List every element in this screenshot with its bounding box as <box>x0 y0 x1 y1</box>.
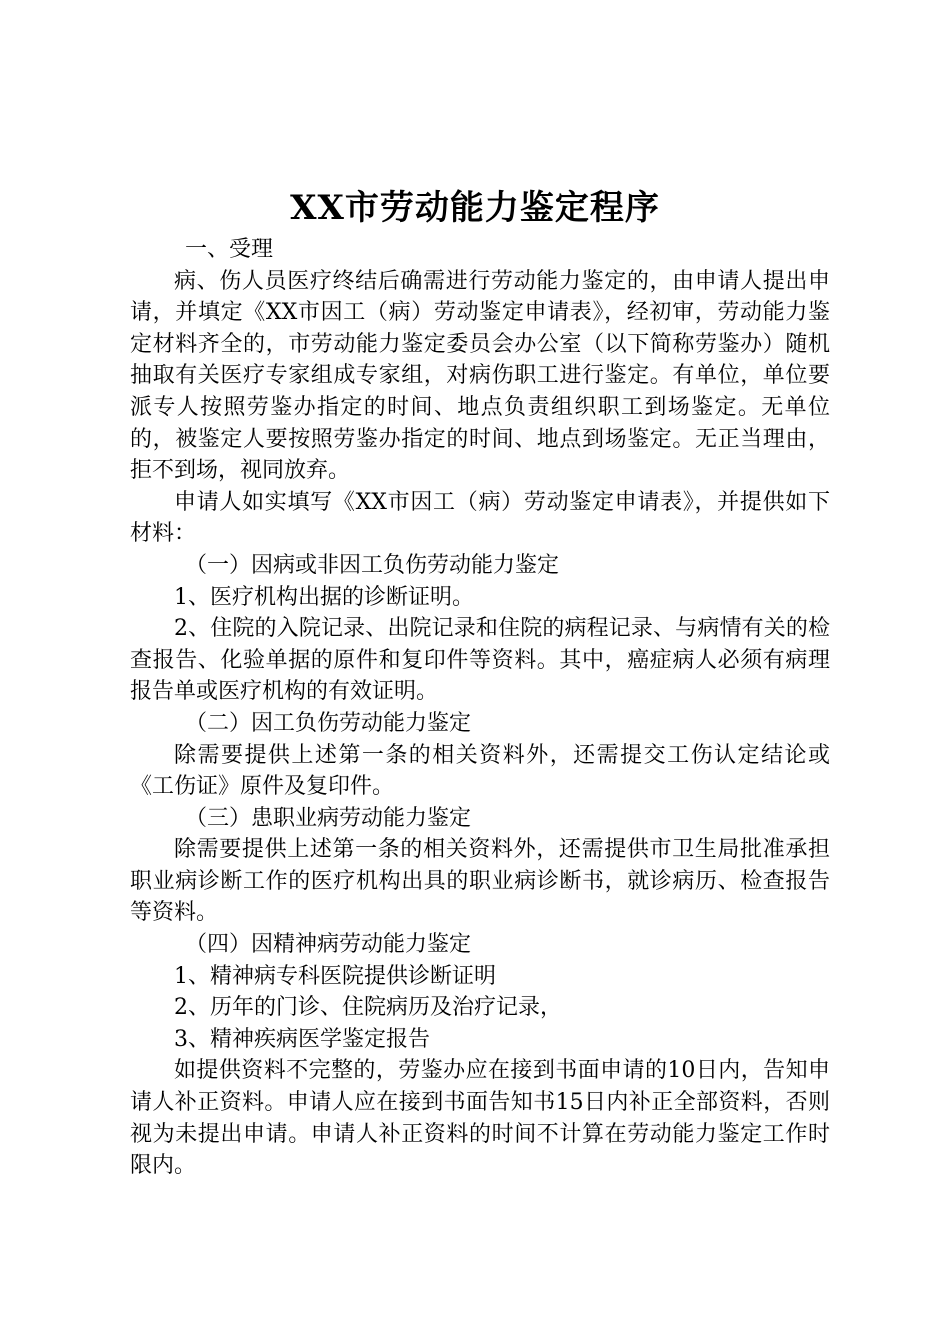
list-item-diagnosis: 1、医疗机构出据的诊断证明。 <box>174 584 474 610</box>
subheading-mental-illness: （四）因精神病劳动能力鉴定 <box>185 932 472 958</box>
subheading-illness: （一）因病或非因工负伤劳动能力鉴定 <box>185 552 560 578</box>
paragraph-materials-intro: 申请人如实填写《XX市因工（病）劳动鉴定申请表》，并提供如下材料： <box>130 489 830 547</box>
paragraph-incomplete-materials: 如提供资料不完整的，劳鉴办应在接到书面申请的10日内，告知申请人补正资料。申请人应在接到书面告知书15日内补正全部资料，否则视为未提出申请。申请人补正资料的时间不计算在劳动能力鉴定工作时限内。 <box>130 1058 830 1179</box>
paragraph-application: 病、伤人员医疗终结后确需进行劳动能力鉴定的，由申请人提出申请，并填定《XX市因工（病）劳动鉴定申请表》，经初审，劳动能力鉴定材料齐全的，市劳动能力鉴定委员会办公室（以下简称劳鉴办）随机抽取有关医疗专家组成专家组，对病伤职工进行鉴定。有单位，单位要派专人按照劳鉴办指定的时间、地点负责组织职工到场鉴定。无单位的，被鉴定人要按照劳鉴办指定的时间、地点到场鉴定。无正当理由，拒不到场，视同放弃。 <box>130 268 830 484</box>
subheading-occupational-disease: （三）患职业病劳动能力鉴定 <box>185 805 472 831</box>
list-item-mental-records: 2、历年的门诊、住院病历及治疗记录， <box>174 995 562 1021</box>
list-item-hospital-records: 2、住院的入院记录、出院记录和住院的病程记录、与病情有关的检查报告、化验单据的原件和复印件等资料。其中，癌症病人必须有病理报告单或医疗机构的有效证明。 <box>130 616 830 705</box>
document-body <box>130 234 830 1182</box>
section-heading-acceptance: 一、受理 <box>185 237 274 262</box>
paragraph-occupational-disease: 除需要提供上述第一条的相关资料外，还需提供市卫生局批准承担职业病诊断工作的医疗机构出具的职业病诊断书，就诊病历、检查报告等资料。 <box>130 837 830 926</box>
paragraph-work-injury: 除需要提供上述第一条的相关资料外，还需提交工伤认定结论或《工伤证》原件及复印件。 <box>130 742 830 800</box>
list-item-mental-diagnosis: 1、精神病专科医院提供诊断证明 <box>174 963 496 989</box>
document-title: XX市劳动能力鉴定程序 <box>290 188 660 228</box>
subheading-work-injury: （二）因工负伤劳动能力鉴定 <box>185 710 472 736</box>
list-item-mental-report: 3、精神疾病医学鉴定报告 <box>174 1026 430 1052</box>
